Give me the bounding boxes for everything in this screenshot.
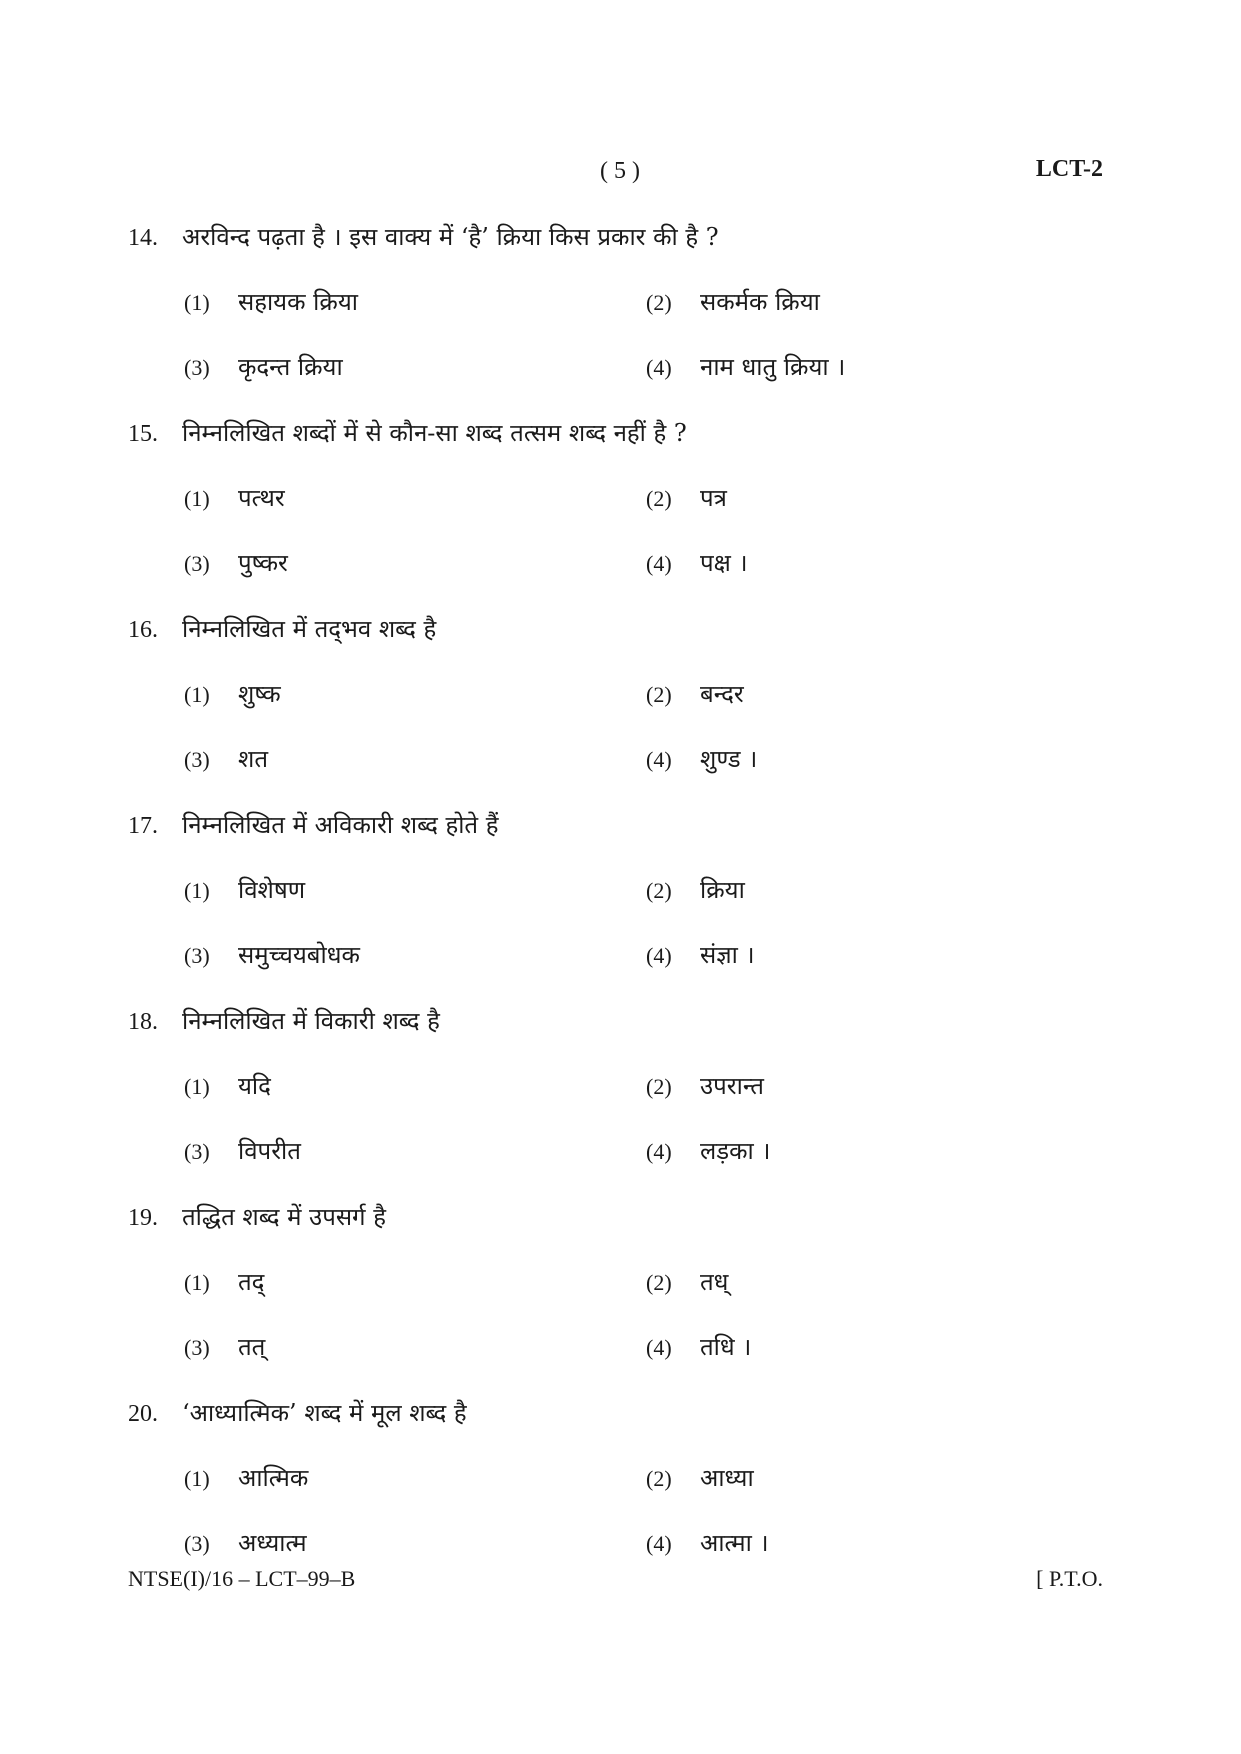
page-number: ( 5 ) xyxy=(600,158,640,184)
option-3 xyxy=(184,1330,646,1365)
footer-code: NTSE(I)/16 – LCT–99–B xyxy=(128,1566,356,1591)
option-text: विशेषण xyxy=(238,876,306,904)
option-3 xyxy=(184,350,646,385)
option-text: लड़का । xyxy=(700,1137,771,1165)
question-18 xyxy=(128,1004,1108,1169)
option-number: (1) xyxy=(184,1466,210,1491)
option-number: (4) xyxy=(646,747,672,772)
question-number: 15. xyxy=(128,421,158,447)
option-number: (2) xyxy=(646,486,672,511)
option-text: तद् xyxy=(238,1268,265,1296)
option-number: (1) xyxy=(184,1270,210,1295)
option-number: (4) xyxy=(646,1139,672,1164)
option-number: (3) xyxy=(184,551,210,576)
option-text: शुष्क xyxy=(238,680,281,708)
option-2 xyxy=(646,873,1108,908)
question-20 xyxy=(128,1396,1108,1561)
option-text: पत्र xyxy=(700,484,727,512)
option-number: (2) xyxy=(646,1074,672,1099)
option-text: आध्या xyxy=(700,1464,754,1492)
question-text: अरविन्द पढ़ता है । इस वाक्य में ‘है’ क्रिया किस प्रकार की है ? xyxy=(182,223,719,251)
question-text: निम्नलिखित में तद्‌भव शब्द है xyxy=(182,615,437,643)
option-text: शत xyxy=(238,745,268,773)
option-number: (2) xyxy=(646,1466,672,1491)
option-text: सकर्मक क्रिया xyxy=(700,288,820,316)
option-3 xyxy=(184,1526,646,1561)
question-number: 20. xyxy=(128,1401,158,1427)
question-text: निम्नलिखित में अविकारी शब्द होते हैं xyxy=(182,811,499,839)
question-14 xyxy=(128,220,1108,385)
option-text: नाम धातु क्रिया । xyxy=(700,353,846,381)
option-4 xyxy=(646,546,1108,581)
option-text: पुष्कर xyxy=(238,549,288,577)
option-text: क्रिया xyxy=(700,876,745,904)
question-16 xyxy=(128,612,1108,777)
option-2 xyxy=(646,285,1108,320)
question-text: निम्नलिखित शब्दों में से कौन-सा शब्द तत्सम शब्द नहीं है ? xyxy=(182,419,687,447)
option-number: (3) xyxy=(184,1335,210,1360)
option-text: पत्थर xyxy=(238,484,285,512)
question-number: 16. xyxy=(128,617,158,643)
option-text: संज्ञा । xyxy=(700,941,755,969)
option-number: (1) xyxy=(184,682,210,707)
option-text: पक्ष । xyxy=(700,549,748,577)
option-number: (1) xyxy=(184,1074,210,1099)
option-3 xyxy=(184,742,646,777)
question-15 xyxy=(128,416,1108,581)
option-1 xyxy=(184,677,646,712)
option-text: तध् xyxy=(700,1268,729,1296)
option-2 xyxy=(646,481,1108,516)
option-text: तत् xyxy=(238,1333,266,1361)
option-number: (2) xyxy=(646,1270,672,1295)
question-text: ‘आध्यात्मिक’ शब्द में मूल शब्द है xyxy=(182,1399,467,1427)
question-number: 14. xyxy=(128,225,158,251)
option-4 xyxy=(646,1526,1108,1561)
option-3 xyxy=(184,1134,646,1169)
option-text: उपरान्त xyxy=(700,1072,764,1100)
option-text: विपरीत xyxy=(238,1137,301,1165)
option-1 xyxy=(184,1265,646,1300)
option-2 xyxy=(646,1461,1108,1496)
option-2 xyxy=(646,1069,1108,1104)
option-text: सहायक क्रिया xyxy=(238,288,358,316)
option-number: (4) xyxy=(646,1531,672,1556)
option-4 xyxy=(646,1134,1108,1169)
option-text: आत्मा । xyxy=(700,1529,769,1557)
option-text: बन्दर xyxy=(700,680,744,708)
option-2 xyxy=(646,677,1108,712)
option-3 xyxy=(184,938,646,973)
option-2 xyxy=(646,1265,1108,1300)
question-17 xyxy=(128,808,1108,973)
option-number: (3) xyxy=(184,1531,210,1556)
option-1 xyxy=(184,1461,646,1496)
option-number: (4) xyxy=(646,1335,672,1360)
question-number: 17. xyxy=(128,813,158,839)
option-number: (3) xyxy=(184,1139,210,1164)
option-text: शुण्ड । xyxy=(700,745,758,773)
option-number: (3) xyxy=(184,943,210,968)
option-4 xyxy=(646,1330,1108,1365)
option-number: (1) xyxy=(184,486,210,511)
option-4 xyxy=(646,938,1108,973)
option-number: (2) xyxy=(646,290,672,315)
option-1 xyxy=(184,1069,646,1104)
option-number: (1) xyxy=(184,290,210,315)
question-number: 19. xyxy=(128,1205,158,1231)
question-text: तद्धित शब्द में उपसर्ग है xyxy=(182,1203,386,1231)
option-1 xyxy=(184,481,646,516)
option-number: (1) xyxy=(184,878,210,903)
option-number: (3) xyxy=(184,747,210,772)
option-number: (2) xyxy=(646,878,672,903)
footer-pto: [ P.T.O. xyxy=(1036,1566,1103,1591)
question-text: निम्नलिखित में विकारी शब्द है xyxy=(182,1007,440,1035)
option-text: आत्मिक xyxy=(238,1464,309,1492)
option-number: (3) xyxy=(184,355,210,380)
option-text: तधि । xyxy=(700,1333,752,1361)
option-number: (4) xyxy=(646,943,672,968)
option-number: (4) xyxy=(646,355,672,380)
option-3 xyxy=(184,546,646,581)
option-4 xyxy=(646,742,1108,777)
option-number: (4) xyxy=(646,551,672,576)
option-text: अध्यात्म xyxy=(238,1529,307,1557)
question-number: 18. xyxy=(128,1009,158,1035)
option-1 xyxy=(184,285,646,320)
option-text: कृदन्त क्रिया xyxy=(238,353,343,381)
option-number: (2) xyxy=(646,682,672,707)
option-1 xyxy=(184,873,646,908)
option-text: समुच्चयबोधक xyxy=(238,941,360,969)
question-19 xyxy=(128,1200,1108,1365)
paper-code: LCT-2 xyxy=(1035,156,1103,182)
option-4 xyxy=(646,350,1108,385)
option-text: यदि xyxy=(238,1072,271,1100)
